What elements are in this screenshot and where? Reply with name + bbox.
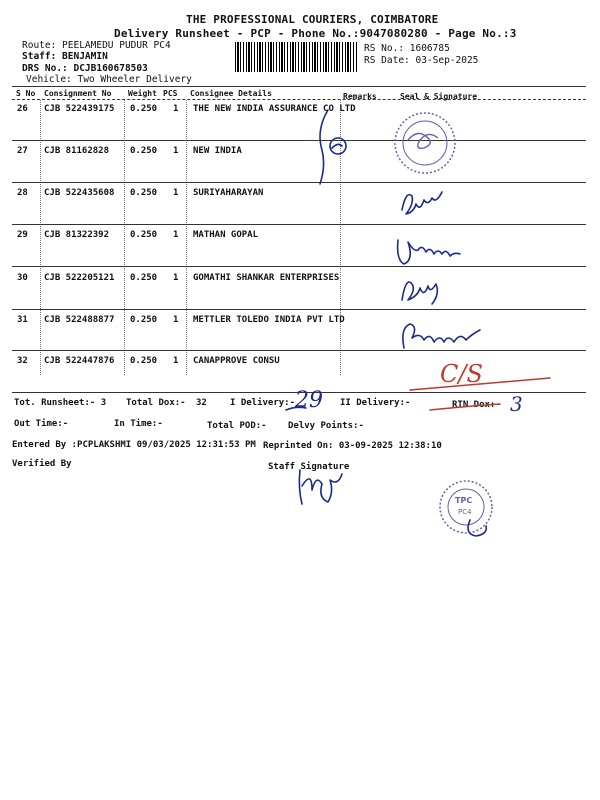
total-dox-value: 32 [196,398,207,408]
drs-number: DRS No.: DCJB160678503 [22,63,148,74]
entered-by: Entered By :PCPLAKSHMI 09/03/2025 12:31:53 PM [12,440,256,450]
strike-line-icon [430,404,500,410]
strike-line-icon [410,378,550,390]
signature-icon [402,192,442,214]
out-time: Out Time:- [14,419,69,429]
row-consignment: CJB 81322392 [44,230,110,240]
row-consignment: CJB 522447876 [44,356,115,366]
row-consignment: CJB 522205121 [44,273,115,283]
row-weight: 0.250 [130,273,158,283]
row-sno: 27 [17,146,28,156]
runsheet-subtitle: Delivery Runsheet - PCP - Phone No.:9047080280 - Page No.:3 [114,27,517,40]
row-consignment: CJB 522439175 [44,104,115,114]
col-sno: S No [16,89,36,98]
row-pcs: 1 [173,146,179,156]
company-title: THE PROFESSIONAL COURIERS, COIMBATORE [186,13,439,26]
row-weight: 0.250 [130,188,158,198]
row-consignment: CJB 81162828 [44,146,110,156]
row-sno: 29 [17,230,28,240]
col-remarks: Remarks [343,92,377,101]
delvy-points: Delvy Points:- [288,421,364,431]
row-consignee: CANAPPROVE CONSU [193,356,280,366]
tot-runsheet: Tot. Runsheet:- 3 [14,398,107,408]
seal-stamp-icon [395,113,455,173]
svg-text:PC4: PC4 [458,508,472,516]
row-pcs: 1 [173,230,179,240]
row-pcs: 1 [173,315,179,325]
svg-text:TPC: TPC [455,496,473,505]
row-weight: 0.250 [130,104,158,114]
vehicle-label: Vehicle: Two Wheeler Delivery [26,74,192,85]
underline-icon [286,407,306,410]
row-pcs: 1 [173,356,179,366]
row-sno: 32 [17,356,28,366]
in-time: In Time:- [114,419,163,429]
row-weight: 0.250 [130,146,158,156]
ii-delivery-label: II Delivery:- [340,398,411,408]
handwritten-cs: C/S [440,360,483,388]
row-consignee: METTLER TOLEDO INDIA PVT LTD [193,315,345,325]
row-pcs: 1 [173,188,179,198]
row-consignee: GOMATHI SHANKAR ENTERPRISES [193,273,340,283]
total-pod: Total POD:- [207,421,267,431]
staff-signature-icon [299,470,342,504]
signature-icon [398,240,460,264]
col-weight: Weight [128,89,157,98]
row-sno: 28 [17,188,28,198]
verified-by: Verified By [12,459,72,469]
row-weight: 0.250 [130,230,158,240]
i-delivery-handwritten: 29 [295,388,323,413]
i-delivery-label: I Delivery:- [230,398,296,408]
row-consignee: MATHAN GOPAL [193,230,259,240]
staff-label: Staff: BENJAMIN [22,51,108,62]
row-sno: 26 [17,104,28,114]
col-seal: Seal & Signature [400,92,478,101]
row-consignment: CJB 522488877 [44,315,115,325]
col-consignment: Consignment No [44,89,112,98]
rs-date: RS Date: 03-Sep-2025 [364,55,479,66]
signature-icon [402,282,437,304]
route-label: Route: PEELAMEDU PUDUR PC4 [22,40,171,51]
rtn-dox-handwritten: 3 [510,392,523,416]
row-consignment: CJB 522435608 [44,188,115,198]
total-dox-label: Total Dox:- [126,398,186,408]
row-pcs: 1 [173,104,179,114]
row-consignee: NEW INDIA [193,146,242,156]
col-pcs: PCS [163,89,178,98]
remarks-scribble-icon [320,110,346,184]
signature-icon [403,324,480,348]
row-consignee: SURIYAHARAYAN [193,188,264,198]
footer-stamp-icon [440,481,492,536]
col-consignee: Consignee Details [190,89,272,98]
row-weight: 0.250 [130,356,158,366]
row-sno: 31 [17,315,28,325]
row-sno: 30 [17,273,28,283]
row-consignee: THE NEW INDIA ASSURANCE CO LTD [193,104,356,114]
staff-signature-label: Staff Signature [268,462,350,472]
rtn-dox-label: RTN Dox:- [452,400,501,410]
row-weight: 0.250 [130,315,158,325]
rs-number: RS No.: 1606785 [364,43,450,54]
reprinted-on: Reprinted On: 03-09-2025 12:38:10 [263,441,442,451]
row-pcs: 1 [173,273,179,283]
